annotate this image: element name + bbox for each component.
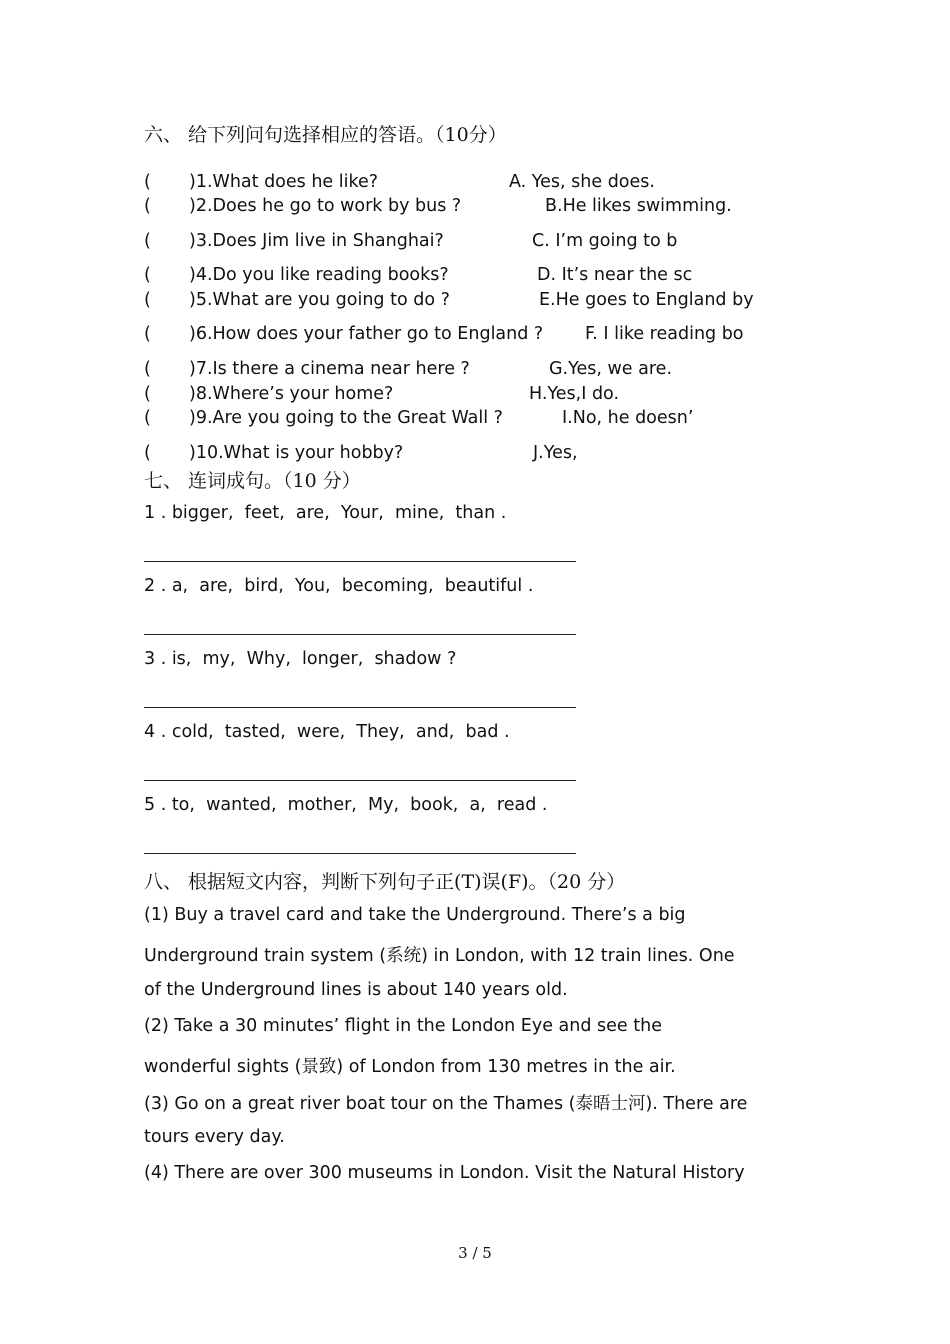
question-text: )9.Are you going to the Great Wall ? <box>189 408 503 428</box>
answer-option: A. Yes, she does. <box>509 172 655 192</box>
question-text: )10.What is your hobby? <box>189 443 404 463</box>
passage-line: (2) Take a 30 minutes’ flight in the London Eye and see the <box>144 1016 662 1036</box>
section8-heading: 八、 根据短文内容，判断下列句子正(T)误(F)。（20 分） <box>144 871 626 893</box>
answer-blank-line[interactable] <box>144 561 576 562</box>
question-text: )5.What are you going to do ? <box>189 290 450 310</box>
answer-paren: ( <box>144 172 151 192</box>
passage-line: tours every day. <box>144 1127 285 1147</box>
answer-blank-line[interactable] <box>144 634 576 635</box>
answer-paren: ( <box>144 359 151 379</box>
question-text: )7.Is there a cinema near here ? <box>189 359 470 379</box>
question-text: )8.Where’s your home? <box>189 384 394 404</box>
scrambled-sentence: 1 . bigger, feet, are, Your, mine, than . <box>144 503 507 523</box>
page-number: 3 / 5 <box>458 1244 492 1262</box>
question-text: )2.Does he go to work by bus ? <box>189 196 462 216</box>
answer-option: G.Yes, we are. <box>549 359 673 379</box>
question-text: )3.Does Jim live in Shanghai? <box>189 231 444 251</box>
answer-paren: ( <box>144 196 151 216</box>
answer-paren: ( <box>144 265 151 285</box>
answer-option: E.He goes to England by <box>539 290 754 310</box>
scrambled-sentence: 4 . cold, tasted, were, They, and, bad . <box>144 722 510 742</box>
passage-line: of the Underground lines is about 140 years old. <box>144 980 568 1000</box>
question-text: )1.What does he like? <box>189 172 379 192</box>
passage-line: wonderful sights (景致) of London from 130 metres in the air. <box>144 1057 676 1077</box>
scrambled-sentence: 2 . a, are, bird, You, becoming, beautiful . <box>144 576 534 596</box>
answer-paren: ( <box>144 290 151 310</box>
answer-paren: ( <box>144 324 151 344</box>
answer-option: C. I’m going to b <box>532 231 678 251</box>
answer-option: J.Yes, <box>533 443 578 463</box>
answer-blank-line[interactable] <box>144 853 576 854</box>
answer-option: H.Yes,I do. <box>529 384 620 404</box>
answer-option: B.He likes swimming. <box>545 196 732 216</box>
answer-paren: ( <box>144 231 151 251</box>
passage-line: (3) Go on a great river boat tour on the Thames (泰晤士河). There are <box>144 1094 748 1114</box>
answer-paren: ( <box>144 384 151 404</box>
passage-line: (1) Buy a travel card and take the Underground. There’s a big <box>144 905 686 925</box>
answer-option: I.No, he doesn’ <box>562 408 694 428</box>
answer-paren: ( <box>144 408 151 428</box>
scrambled-sentence: 5 . to, wanted, mother, My, book, a, read . <box>144 795 548 815</box>
passage-line: Underground train system (系统) in London, with 12 train lines. One <box>144 946 735 966</box>
answer-paren: ( <box>144 443 151 463</box>
answer-option: D. It’s near the sc <box>537 265 693 285</box>
passage-line: (4) There are over 300 museums in London. Visit the Natural History <box>144 1163 745 1183</box>
question-text: )6.How does your father go to England ? <box>189 324 544 344</box>
section6-heading: 六、 给下列问句选择相应的答语。（10分） <box>144 124 507 146</box>
scrambled-sentence: 3 . is, my, Why, longer, shadow ? <box>144 649 457 669</box>
question-text: )4.Do you like reading books? <box>189 265 449 285</box>
section7-heading: 七、 连词成句。（10 分） <box>144 470 361 492</box>
answer-option: F. I like reading bo <box>585 324 744 344</box>
answer-blank-line[interactable] <box>144 780 576 781</box>
answer-blank-line[interactable] <box>144 707 576 708</box>
